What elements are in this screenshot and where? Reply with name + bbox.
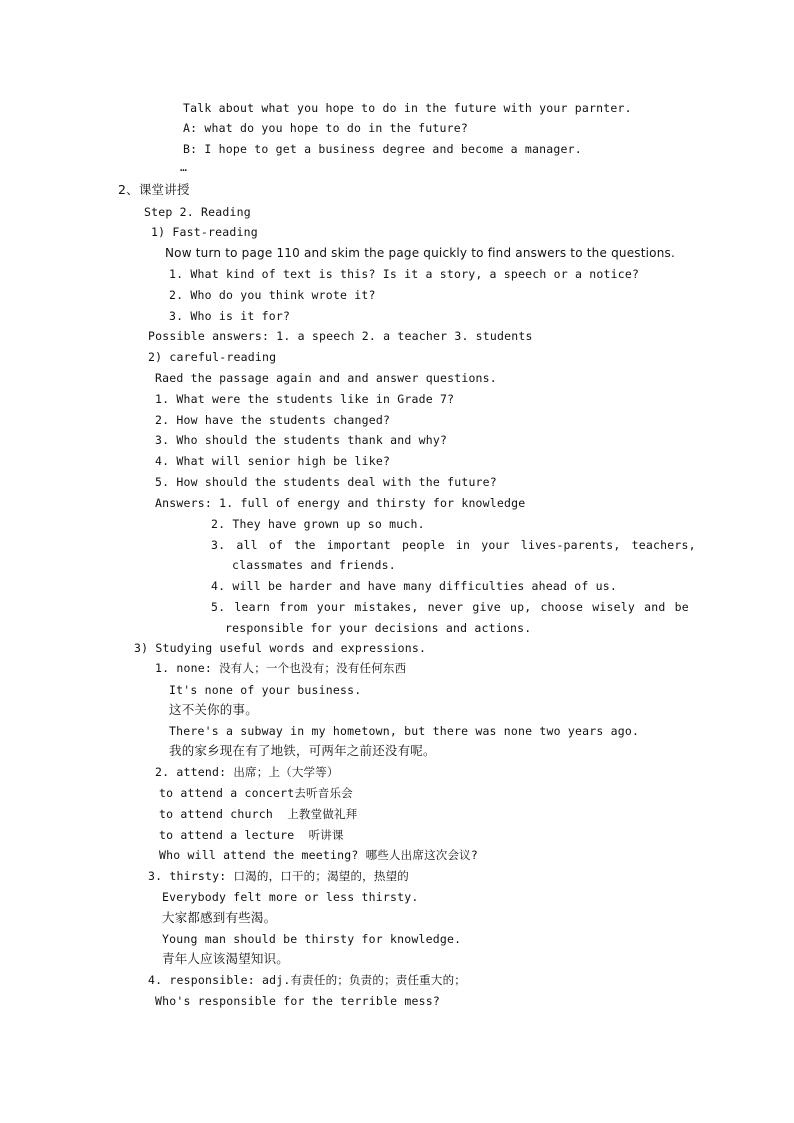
fast-reading-instruction: Now turn to page 110 and skim the page quickly to find answers to the questions. xyxy=(165,246,675,260)
vocab-none-example-cn: 我的家乡现在有了地铁，可两年之前还没有呢。 xyxy=(169,743,436,758)
fast-reading-title: 1) Fast-reading xyxy=(151,225,258,239)
vocab-responsible-head: 4. responsible: adj.有责任的；负责的；责任重大的； xyxy=(148,973,466,987)
warmup-b-line: B: I hope to get a business degree and become a manager. xyxy=(183,142,582,156)
answer-item: 2. They have grown up so much. xyxy=(211,517,425,531)
careful-reading-instruction: Raed the passage again and and answer questions. xyxy=(155,371,497,385)
careful-question: 1. What were the students like in Grade 7? xyxy=(155,392,455,406)
vocab-none-example-en: There's a subway in my hometown, but there was none two years ago. xyxy=(169,724,640,738)
vocab-attend-example: Who will attend the meeting? 哪些人出席这次会议? xyxy=(159,848,479,862)
answers-label: Answers: 1. full of energy and thirsty for knowledge xyxy=(155,496,526,510)
answer-item: 5. learn from your mistakes, never give up, choose wisely and be xyxy=(211,600,689,614)
careful-reading-title: 2) careful-reading xyxy=(148,350,277,364)
careful-question: 2. How have the students changed? xyxy=(155,413,391,427)
vocabulary-title: 3) Studying useful words and expressions. xyxy=(134,641,427,655)
vocab-attend-example: to attend church 上教堂做礼拜 xyxy=(159,807,358,821)
careful-question: 4. What will senior high be like? xyxy=(155,454,391,468)
answer-item: classmates and friends. xyxy=(232,558,396,572)
vocab-thirsty-example-en: Everybody felt more or less thirsty. xyxy=(162,890,419,904)
vocab-none-head: 1. none: 没有人；一个也没有；没有任何东西 xyxy=(155,661,407,675)
vocab-attend-example: to attend a lecture 听讲课 xyxy=(159,828,344,842)
fast-question: 1. What kind of text is this? Is it a story, a speech or a notice? xyxy=(169,267,640,281)
warmup-intro: Talk about what you hope to do in the future with your parnter. xyxy=(183,101,632,115)
warmup-ellipsis: … xyxy=(180,160,188,174)
careful-question: 3. Who should the students thank and why? xyxy=(155,433,448,447)
vocab-responsible-example-en: Who's responsible for the terrible mess? xyxy=(155,994,440,1008)
possible-answers: Possible answers: 1. a speech 2. a teacher 3. students xyxy=(148,329,533,343)
answer-item: 4. will be harder and have many difficulties ahead of us. xyxy=(211,579,618,593)
fast-question: 2. Who do you think wrote it? xyxy=(169,288,376,302)
vocab-thirsty-example-en: Young man should be thirsty for knowledge. xyxy=(162,932,462,946)
vocab-none-example-cn: 这不关你的事。 xyxy=(169,702,258,717)
step-title: Step 2. Reading xyxy=(144,205,251,219)
section-heading: 2、课堂讲授 xyxy=(118,182,190,197)
vocab-none-example-en: It's none of your business. xyxy=(169,683,362,697)
vocab-attend-example: to attend a concert去听音乐会 xyxy=(159,786,353,800)
answer-item: responsible for your decisions and actions. xyxy=(225,621,532,635)
vocab-attend-head: 2. attend: 出席；上（大学等） xyxy=(155,765,339,779)
warmup-a-line: A: what do you hope to do in the future? xyxy=(183,121,468,135)
answer-item: 3. all of the important people in your lives-parents, teachers, xyxy=(211,538,696,552)
vocab-thirsty-example-cn: 青年人应该渴望知识。 xyxy=(162,951,290,966)
vocab-thirsty-head: 3. thirsty: 口渴的，口干的；渴望的，热望的 xyxy=(148,869,409,883)
vocab-thirsty-example-cn: 大家都感到有些渴。 xyxy=(162,910,277,925)
fast-question: 3. Who is it for? xyxy=(169,309,291,323)
careful-question: 5. How should the students deal with the future? xyxy=(155,475,497,489)
